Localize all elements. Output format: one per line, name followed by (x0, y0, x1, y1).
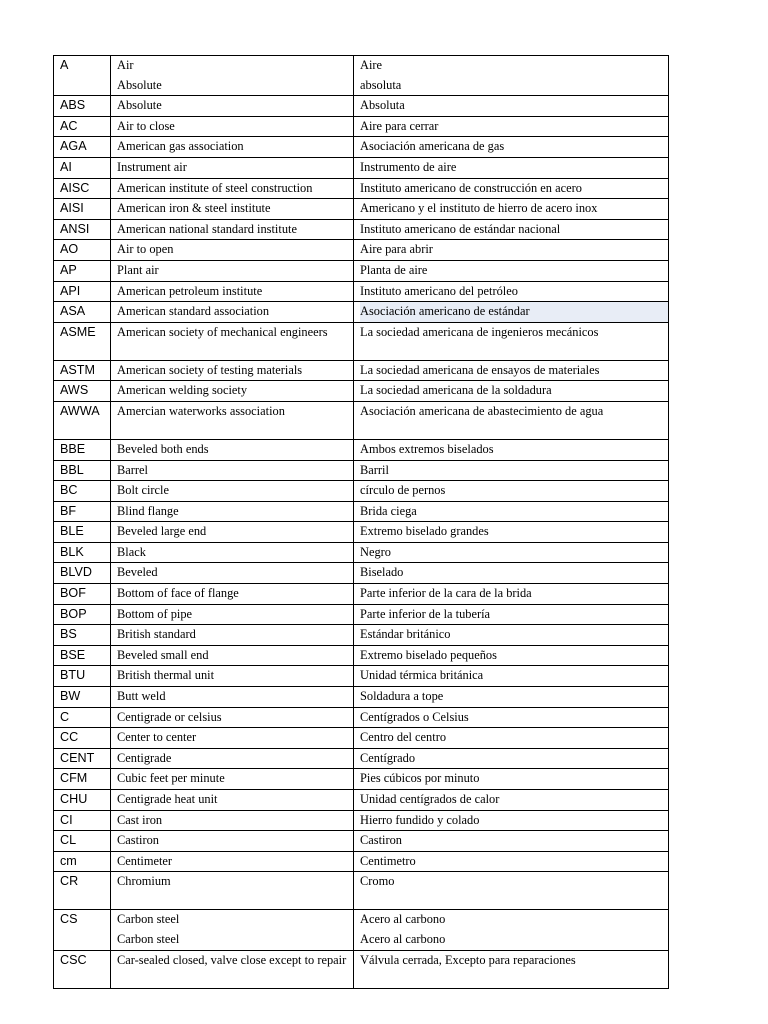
spanish-term-cell (354, 831, 669, 852)
table-row (54, 851, 669, 872)
english-term: Instrument air (117, 159, 187, 174)
spanish-term: Centígrado (360, 750, 416, 765)
table-row (54, 322, 669, 360)
spanish-term: Americano y el instituto de hierro de acero inox (360, 201, 598, 216)
english-term-cell (111, 542, 354, 563)
spanish-term: Biselado (360, 565, 404, 580)
english-term-cell (111, 748, 354, 769)
spanish-term: Absoluta (360, 98, 405, 113)
english-term-cell (111, 872, 354, 910)
abbreviation-cell: BBE (54, 439, 111, 460)
english-term: Centigrade (117, 750, 172, 765)
table-row (54, 481, 669, 502)
english-term: American society of testing materials (117, 362, 303, 377)
table-row (54, 872, 669, 910)
abbreviation-cell: AP (54, 260, 111, 281)
table-row (54, 542, 669, 563)
english-term-cell (111, 302, 354, 323)
spanish-term: Acero al carbono (360, 912, 446, 927)
english-term-cell (111, 460, 354, 481)
abbreviation-cell: BC (54, 481, 111, 502)
spanish-term-cell (354, 790, 669, 811)
spanish-term-cell (354, 219, 669, 240)
spanish-term: Planta de aire (360, 262, 428, 277)
table-row (54, 831, 669, 852)
abbreviation-cell: CENT (54, 748, 111, 769)
spanish-term: Estándar británico (360, 627, 451, 642)
spanish-term: Centimetro (360, 853, 416, 868)
english-term: Bolt circle (117, 483, 169, 498)
abbreviation-cell: BBL (54, 460, 111, 481)
table-row (54, 666, 669, 687)
table-row (54, 219, 669, 240)
table-row (54, 137, 669, 158)
abbreviation-cell: BLVD (54, 563, 111, 584)
abbreviation-cell: CFM (54, 769, 111, 790)
spanish-term-cell (354, 872, 669, 910)
english-term-cell (111, 851, 354, 872)
table-row (54, 790, 669, 811)
spanish-term-cell (354, 687, 669, 708)
table-row (54, 707, 669, 728)
english-term: Air (117, 58, 134, 72)
english-term: Bottom of pipe (117, 606, 193, 621)
spanish-term: Asociación americana de gas (360, 139, 505, 154)
spanish-term: Aire (360, 58, 383, 72)
spanish-term-cell (354, 439, 669, 460)
spanish-term: Unidad centígrados de calor (360, 792, 500, 806)
abbreviation-cell: BF (54, 501, 111, 522)
table-row (54, 501, 669, 522)
table-row (54, 360, 669, 381)
english-term: Absolute (117, 77, 162, 92)
spanish-term-cell (354, 769, 669, 790)
english-term: Castiron (117, 833, 159, 848)
english-term-cell (111, 219, 354, 240)
abbreviation-cell: BLK (54, 542, 111, 563)
spanish-term-cell (354, 56, 669, 96)
english-term-cell (111, 584, 354, 605)
english-term-cell (111, 666, 354, 687)
english-term-cell (111, 790, 354, 811)
spanish-term: La sociedad americana de la soldadura (360, 383, 552, 398)
abbreviation-cell: BLE (54, 522, 111, 543)
english-term: Amercian waterworks association (117, 403, 285, 418)
spanish-term: Extremo biselado pequeños (360, 647, 497, 662)
spanish-term: Soldadura a tope (360, 689, 444, 704)
spanish-term-cell (354, 501, 669, 522)
table-row (54, 460, 669, 481)
table-row (54, 625, 669, 646)
spanish-term: Ambos extremos biselados (360, 441, 494, 456)
english-term: American gas association (117, 139, 244, 154)
table-row (54, 56, 669, 96)
spanish-term-cell (354, 199, 669, 220)
english-term-cell (111, 178, 354, 199)
table-row (54, 116, 669, 137)
abbreviation-cell: ABS (54, 96, 111, 117)
abbreviation-cell: API (54, 281, 111, 302)
english-term: Beveled large end (117, 524, 207, 539)
english-term-cell (111, 910, 354, 950)
spanish-term: Castiron (360, 833, 402, 848)
abbreviation-cell: BOF (54, 584, 111, 605)
english-term-cell (111, 381, 354, 402)
spanish-term-cell (354, 563, 669, 584)
table-row (54, 302, 669, 323)
english-term: Beveled both ends (117, 441, 209, 456)
spanish-term: Aire para cerrar (360, 118, 439, 133)
abbreviation-cell: BOP (54, 604, 111, 625)
abbreviation-cell: AISI (54, 199, 111, 220)
english-term: Black (117, 544, 146, 559)
english-term-cell (111, 360, 354, 381)
spanish-term-cell (354, 481, 669, 502)
table-row (54, 728, 669, 749)
table-row (54, 748, 669, 769)
english-term-cell (111, 831, 354, 852)
english-term-cell (111, 56, 354, 96)
spanish-term-cell (354, 96, 669, 117)
table-row (54, 439, 669, 460)
spanish-term: Instituto americano de estándar nacional (360, 221, 561, 236)
abbreviation-cell: CR (54, 872, 111, 910)
abbreviation-cell: CSC (54, 950, 111, 988)
spanish-term-cell (354, 157, 669, 178)
abbreviation-cell: ASME (54, 322, 111, 360)
spanish-term-cell (354, 950, 669, 988)
abbreviations-table (53, 55, 669, 989)
abbreviation-cell: AWWA (54, 401, 111, 439)
spanish-term: Brida ciega (360, 503, 417, 518)
english-term: British standard (117, 627, 196, 642)
english-term-cell (111, 281, 354, 302)
spanish-term: Instituto americano del petróleo (360, 283, 518, 298)
table-row (54, 199, 669, 220)
table-row (54, 687, 669, 708)
table-row (54, 281, 669, 302)
table-row (54, 950, 669, 988)
spanish-term: Válvula cerrada, Excepto para reparaciones (360, 952, 576, 967)
spanish-term: Instrumento de aire (360, 159, 457, 174)
abbreviation-cell: AI (54, 157, 111, 178)
table-row (54, 178, 669, 199)
abbreviation-cell: ASA (54, 302, 111, 323)
spanish-term-cell (354, 707, 669, 728)
abbreviation-cell: BSE (54, 645, 111, 666)
abbreviation-cell: CC (54, 728, 111, 749)
spanish-term-cell (354, 645, 669, 666)
abbreviation-cell: CHU (54, 790, 111, 811)
abbreviation-cell: cm (54, 851, 111, 872)
table-row (54, 401, 669, 439)
spanish-term: La sociedad americana de ensayos de materiales (360, 362, 600, 377)
english-term: Bottom of face of flange (117, 586, 239, 601)
english-term: Butt weld (117, 689, 166, 704)
table-row (54, 522, 669, 543)
spanish-term: Cromo (360, 874, 395, 889)
table-row (54, 563, 669, 584)
spanish-term-cell (354, 748, 669, 769)
abbreviation-cell: C (54, 707, 111, 728)
spanish-term-cell (354, 137, 669, 158)
abbreviation-cell: BTU (54, 666, 111, 687)
spanish-term: Parte inferior de la cara de la brida (360, 586, 532, 601)
english-term: Air to close (117, 118, 175, 133)
spanish-term-cell (354, 728, 669, 749)
spanish-term-cell (354, 381, 669, 402)
english-term-cell (111, 522, 354, 543)
english-term: Centigrade or celsius (117, 709, 222, 724)
spanish-term-cell (354, 604, 669, 625)
english-term-cell (111, 563, 354, 584)
english-term: American institute of steel construction (117, 180, 313, 195)
spanish-term-cell (354, 281, 669, 302)
english-term: American iron & steel institute (117, 201, 271, 216)
spanish-term-cell (354, 178, 669, 199)
spanish-term: Negro (360, 544, 391, 559)
spanish-term: Asociación americano de estándar (360, 302, 668, 322)
spanish-term-cell (354, 625, 669, 646)
english-term-cell (111, 322, 354, 360)
spanish-term: Barril (360, 462, 389, 477)
english-term: Air to open (117, 242, 174, 257)
spanish-term-cell (354, 542, 669, 563)
english-term: Cast iron (117, 812, 163, 827)
english-term: Carbon steel (117, 931, 180, 946)
abbreviation-cell: A (54, 56, 111, 96)
spanish-term: La sociedad americana de ingenieros mecánicos (360, 324, 599, 339)
table-row (54, 645, 669, 666)
abbreviation-cell: BS (54, 625, 111, 646)
english-term: American petroleum institute (117, 283, 263, 298)
abbreviation-cell: AO (54, 240, 111, 261)
english-term-cell (111, 645, 354, 666)
english-term: Centigrade heat unit (117, 792, 218, 806)
spanish-term: Asociación americana de abastecimiento de agua (360, 403, 604, 418)
english-term: Absolute (117, 98, 162, 113)
english-term: Plant air (117, 262, 159, 277)
english-term-cell (111, 687, 354, 708)
english-term-cell (111, 769, 354, 790)
table-row (54, 96, 669, 117)
spanish-term-cell (354, 910, 669, 950)
english-term: Carbon steel (117, 912, 180, 927)
abbreviation-cell: AC (54, 116, 111, 137)
english-term-cell (111, 501, 354, 522)
spanish-term-cell (354, 666, 669, 687)
english-term-cell (111, 199, 354, 220)
spanish-term-cell (354, 401, 669, 439)
english-term: Cubic feet per minute (117, 771, 225, 786)
table-row (54, 604, 669, 625)
english-term: American standard association (117, 304, 270, 319)
spanish-term-cell (354, 360, 669, 381)
table-body (54, 56, 669, 989)
table-row (54, 260, 669, 281)
spanish-term-cell (354, 522, 669, 543)
spanish-term: Pies cúbicos por minuto (360, 771, 480, 786)
spanish-term-cell (354, 260, 669, 281)
spanish-term: Extremo biselado grandes (360, 524, 489, 539)
spanish-term-cell (354, 810, 669, 831)
english-term-cell (111, 810, 354, 831)
spanish-term-cell (354, 460, 669, 481)
english-term: Car-sealed closed, valve close except to repair (117, 952, 347, 967)
spanish-term: Instituto americano de construcción en acero (360, 180, 582, 195)
english-term: American welding society (117, 383, 248, 398)
spanish-term: Centro del centro (360, 730, 447, 745)
abbreviation-cell: CL (54, 831, 111, 852)
english-term-cell (111, 240, 354, 261)
table-row (54, 157, 669, 178)
table-row (54, 769, 669, 790)
english-term-cell (111, 260, 354, 281)
table-row (54, 810, 669, 831)
english-term-cell (111, 439, 354, 460)
table-row (54, 584, 669, 605)
table-row (54, 381, 669, 402)
table-row (54, 240, 669, 261)
abbreviation-cell: AWS (54, 381, 111, 402)
table-row (54, 910, 669, 950)
spanish-term-cell (354, 322, 669, 360)
english-term-cell (111, 116, 354, 137)
spanish-term: Hierro fundido y colado (360, 812, 480, 827)
english-term-cell (111, 950, 354, 988)
english-term-cell (111, 707, 354, 728)
abbreviation-cell: CI (54, 810, 111, 831)
english-term-cell (111, 625, 354, 646)
english-term-cell (111, 96, 354, 117)
english-term: Center to center (117, 730, 197, 745)
spanish-term: Parte inferior de la tubería (360, 606, 491, 621)
english-term: American society of mechanical engineers (117, 324, 328, 339)
english-term: British thermal unit (117, 668, 215, 683)
english-term: Blind flange (117, 503, 179, 518)
spanish-term: círculo de pernos (360, 483, 446, 498)
spanish-term: Unidad térmica británica (360, 668, 484, 683)
english-term-cell (111, 401, 354, 439)
english-term-cell (111, 728, 354, 749)
abbreviation-cell: ANSI (54, 219, 111, 240)
english-term-cell (111, 604, 354, 625)
spanish-term-cell (354, 584, 669, 605)
spanish-term-cell (354, 302, 669, 323)
abbreviation-cell: CS (54, 910, 111, 950)
english-term: Barrel (117, 462, 148, 477)
english-term: Centimeter (117, 853, 173, 868)
spanish-term: Aire para abrir (360, 242, 433, 257)
spanish-term: absoluta (360, 77, 402, 92)
spanish-term-cell (354, 116, 669, 137)
abbreviation-cell: BW (54, 687, 111, 708)
spanish-term-cell (354, 851, 669, 872)
spanish-term: Acero al carbono (360, 931, 446, 946)
english-term-cell (111, 137, 354, 158)
english-term: Chromium (117, 874, 171, 889)
spanish-term-cell (354, 240, 669, 261)
english-term: Beveled small end (117, 647, 209, 662)
abbreviation-cell: AISC (54, 178, 111, 199)
spanish-term: Centígrados o Celsius (360, 709, 469, 724)
english-term-cell (111, 481, 354, 502)
abbreviation-cell: AGA (54, 137, 111, 158)
english-term: Beveled (117, 565, 158, 580)
abbreviation-cell: ASTM (54, 360, 111, 381)
english-term-cell (111, 157, 354, 178)
english-term: American national standard institute (117, 221, 297, 236)
